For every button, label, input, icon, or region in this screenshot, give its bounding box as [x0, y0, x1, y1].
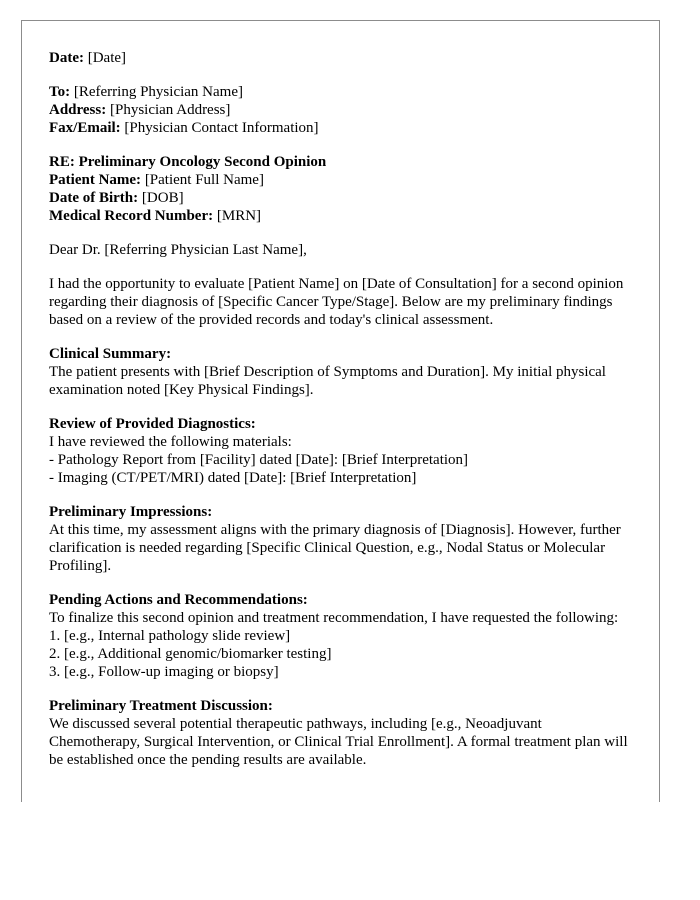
treatment-text: We discussed several potential therapeutic pathways, including [e.g., Neoadjuvant Chemotherapy, Surgical Intervention, or Clinical Trial Enrollment]. A formal treatment plan will be established once the pending results are available. [49, 716, 628, 768]
pending-heading: Pending Actions and Recommendations: [49, 592, 308, 608]
diagnostics-section [49, 415, 629, 487]
impressions-text: At this time, my assessment aligns with the primary diagnosis of [Diagnosis]. However, further clarification is needed regarding [Specific Clinical Question, e.g., Nodal Status or Molecular Profiling]. [49, 522, 621, 574]
intro-block [49, 275, 629, 329]
intro-paragraph: I had the opportunity to evaluate [Patient Name] on [Date of Consultation] for a second opinion regarding their diagnosis of [Specific Cancer Type/Stage]. Below are my preliminary findings based on a review of the provided records and today's clinical assessment. [49, 276, 624, 328]
address-value: [Physician Address] [109, 102, 231, 118]
letter-content [49, 49, 629, 785]
subject-block [49, 153, 629, 225]
to-value: [Referring Physician Name] [73, 84, 243, 100]
impressions-heading: Preliminary Impressions: [49, 504, 213, 520]
salutation: Dear Dr. [Referring Physician Last Name], [49, 242, 307, 258]
list-item: 1. [e.g., Internal pathology slide review] [49, 628, 291, 644]
dob-value: [DOB] [141, 190, 184, 206]
clinical-summary-section [49, 345, 629, 399]
date-line [49, 49, 629, 67]
patient-value: [Patient Full Name] [144, 172, 264, 188]
treatment-section [49, 697, 629, 769]
mrn-line [49, 207, 629, 225]
impressions-section [49, 503, 629, 575]
to-label: To: [49, 84, 71, 100]
contact-line [49, 119, 629, 137]
contact-label: Fax/Email: [49, 120, 121, 136]
address-label: Address: [49, 102, 107, 118]
salutation-block [49, 241, 629, 259]
pending-intro: To finalize this second opinion and treatment recommendation, I have requested the following: [49, 610, 619, 626]
contact-value: [Physician Contact Information] [124, 120, 319, 136]
to-line [49, 83, 629, 101]
pending-section [49, 591, 629, 681]
clinical-summary-heading: Clinical Summary: [49, 346, 172, 362]
patient-line [49, 171, 629, 189]
recipient-block [49, 83, 629, 137]
list-item: - Imaging (CT/PET/MRI) dated [Date]: [Brief Interpretation] [49, 470, 417, 486]
patient-label: Patient Name: [49, 172, 142, 188]
date-label: Date: [49, 50, 84, 66]
address-line [49, 101, 629, 119]
diagnostics-intro: I have reviewed the following materials: [49, 434, 292, 450]
clinical-summary-text: The patient presents with [Brief Description of Symptoms and Duration]. My initial physical examination noted [Key Physical Findings]. [49, 364, 606, 398]
mrn-label: Medical Record Number: [49, 208, 214, 224]
mrn-value: [MRN] [216, 208, 262, 224]
list-item: - Pathology Report from [Facility] dated [Date]: [Brief Interpretation] [49, 452, 469, 468]
date-value: [Date] [87, 50, 127, 66]
date-block [49, 49, 629, 67]
letter-page [21, 20, 660, 802]
list-item: 3. [e.g., Follow-up imaging or biopsy] [49, 664, 279, 680]
re-line: RE: Preliminary Oncology Second Opinion [49, 154, 327, 170]
diagnostics-heading: Review of Provided Diagnostics: [49, 416, 256, 432]
dob-label: Date of Birth: [49, 190, 139, 206]
list-item: 2. [e.g., Additional genomic/biomarker testing] [49, 646, 332, 662]
treatment-heading: Preliminary Treatment Discussion: [49, 698, 273, 714]
dob-line [49, 189, 629, 207]
